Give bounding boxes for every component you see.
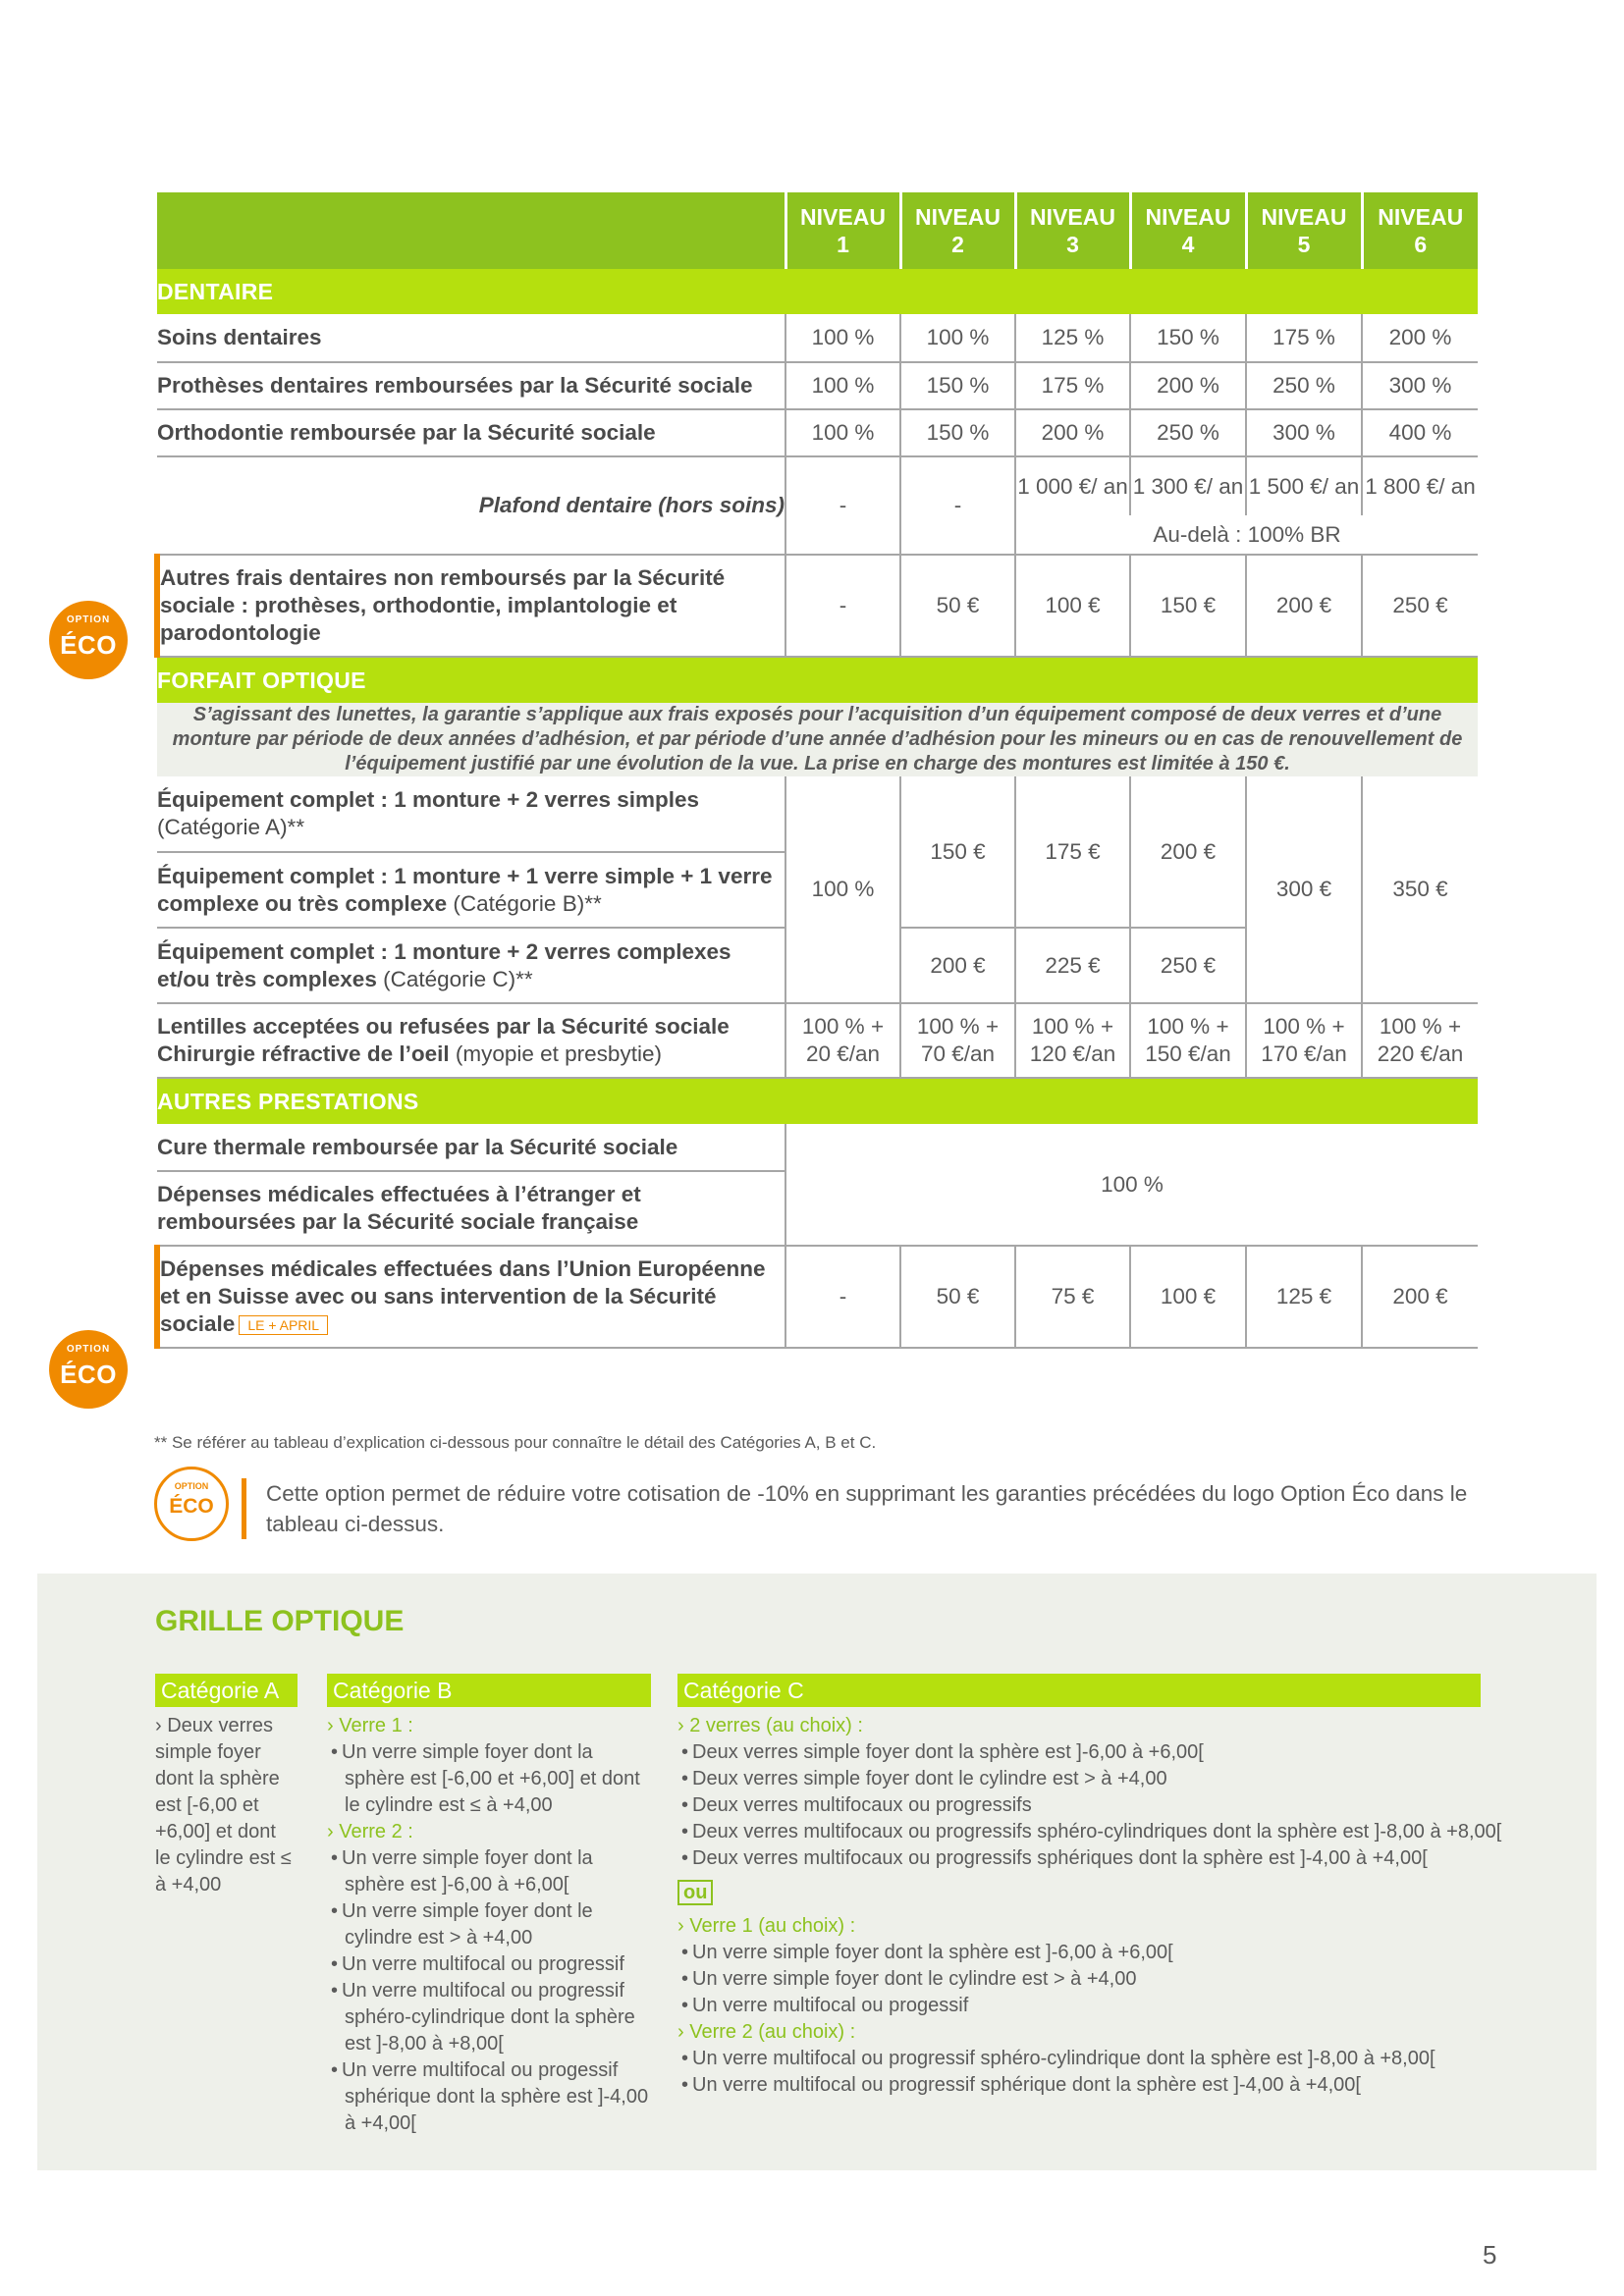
list-item: • Un verre simple foyer dont le cylindre est > à +4,00 (677, 1966, 1522, 1993)
cell-value: 300 € (1246, 776, 1362, 1003)
option-eco-badge: OPTION ÉCO (49, 1330, 128, 1409)
cell-value: 100 % (785, 362, 900, 409)
cell-value: 100 % + 220 €/an (1362, 1003, 1478, 1078)
ou-badge: ou (677, 1880, 713, 1905)
cell-value: 200 % (1130, 362, 1246, 409)
cell-value: 50 € (900, 1246, 1015, 1348)
list-item: • Un verre multifocal ou progressif sphéro-cylindrique dont la sphère est ]-8,00 à +8,00[ (677, 2046, 1522, 2072)
row-label: Équipement complet : 1 monture + 1 verre simple + 1 verre complexe ou très complexe (Catégorie B)** (157, 852, 785, 928)
list-item: • Un verre multifocal ou progessif (677, 1993, 1522, 2019)
header-niveau-5: NIVEAU 5 (1246, 192, 1362, 269)
cell-value: 125 % (1015, 314, 1130, 362)
cell-value: 250 % (1130, 409, 1246, 456)
cell-value: 200 % (1362, 314, 1478, 362)
table-row (157, 1124, 1478, 1171)
header-niveau-2: NIVEAU 2 (900, 192, 1015, 269)
cell-value: 200 € (1246, 555, 1362, 657)
cell-value: 225 € (1015, 928, 1130, 1003)
list-item: • Un verre simple foyer dont la sphère est ]-6,00 à +6,00[ (677, 1940, 1522, 1966)
page-number: 5 (1483, 2240, 1497, 2269)
optique-notice: S’agissant des lunettes, la garantie s’applique aux frais exposés pour l’acquisition d’un équipement composé de deux verres et d’une monture par période de deux années d’adhésion, et par période d’une année d’adhésion pour les mineurs ou en cas de renouvellement de l’équipement justifié par une évolution de la vue. La prise en charge des montures est limitée à 150 €. (157, 703, 1478, 776)
cell-value: 100 % + 120 €/an (1015, 1003, 1130, 1078)
list-item: • Un verre multifocal ou progressif (327, 1951, 651, 1978)
table-row (157, 1003, 1478, 1078)
le-plus-april-badge: LE + APRIL (239, 1315, 328, 1335)
table-row (157, 1246, 1478, 1348)
header-niveau-6: NIVEAU 6 (1362, 192, 1478, 269)
cell-value: 250 % (1246, 362, 1362, 409)
table-row (157, 555, 1478, 657)
table-row (157, 314, 1478, 362)
footnote: ** Se référer au tableau d’explication ci-dessous pour connaître le détail des Catégories A, B et C. (154, 1433, 877, 1452)
cell-value: 200 € (1130, 776, 1246, 928)
cell-value: - (900, 456, 1015, 555)
cell-value: 100 € (1130, 1246, 1246, 1348)
list-item: • Un verre multifocal ou progressif sphéro-cylindrique dont la sphère est ]-8,00 à +8,00[ (327, 1978, 651, 2057)
cell-value: 100 % + 20 €/an (785, 1003, 900, 1078)
list-item: • Deux verres multifocaux ou progressifs (677, 1792, 1522, 1819)
cell-value: 100 % (900, 314, 1015, 362)
grille-optique-panel (37, 1574, 1597, 2170)
cell-value: - (785, 456, 900, 555)
row-label: Dépenses médicales effectuées à l’étranger et remboursées par la Sécurité sociale française (157, 1171, 785, 1246)
cell-value: 175 € (1015, 776, 1130, 928)
header-blank (157, 192, 785, 269)
header-niveau-3: NIVEAU 3 (1015, 192, 1130, 269)
section-dentaire: DENTAIRE (157, 269, 1478, 314)
cell-value: - (785, 1246, 900, 1348)
list-item: • Deux verres multifocaux ou progressifs sphériques dont la sphère est ]-4,00 à +4,00[ (677, 1845, 1522, 1872)
row-label: Dépenses médicales effectuées dans l’Union Européenne et en Suisse avec ou sans intervention de la Sécurité sociale LE + APRIL (157, 1246, 785, 1348)
option-eco-note: Cette option permet de réduire votre cotisation de -10% en supprimant les garanties précédées du logo Option Éco dans le tableau ci-dessus. (242, 1478, 1503, 1539)
cell-value: 200 € (1362, 1246, 1478, 1348)
table-header-row (157, 192, 1478, 269)
plafond-beyond: Au-delà : 100% BR (1015, 515, 1478, 555)
row-label: Plafond dentaire (hors soins) (157, 456, 785, 555)
list-item: • Deux verres multifocaux ou progressifs sphéro-cylindriques dont la sphère est ]-8,00 à +8,00[ (677, 1819, 1522, 1845)
cell-value: 100 % (785, 1124, 1478, 1246)
cell-value: 350 € (1362, 776, 1478, 1003)
row-label: Équipement complet : 1 monture + 2 verres simples (Catégorie A)** (157, 776, 785, 852)
cell-value: 100 % + 150 €/an (1130, 1003, 1246, 1078)
category-a-text: › Deux verres simple foyer dont la sphère est [-6,00 et +6,00] et dont le cylindre est ≤ à +4,00 (155, 1715, 292, 1896)
section-autres-prestations: AUTRES PRESTATIONS (157, 1078, 1478, 1124)
cell-value: 300 % (1362, 362, 1478, 409)
cell-value: 400 % (1362, 409, 1478, 456)
grille-title: GRILLE OPTIQUE (155, 1605, 405, 1637)
cell-value: 150 % (1130, 314, 1246, 362)
cell-value: 150 € (1130, 555, 1246, 657)
row-label: Prothèses dentaires remboursées par la Sécurité sociale (157, 362, 785, 409)
cell-value: 200 % (1015, 409, 1130, 456)
header-niveau-1: NIVEAU 1 (785, 192, 900, 269)
list-item: • Un verre multifocal ou progessif sphérique dont la sphère est ]-4,00 à +4,00[ (327, 2057, 651, 2137)
option-eco-badge: OPTION ÉCO (49, 601, 128, 679)
cell-value: 50 € (900, 555, 1015, 657)
cell-value: 100 % + 70 €/an (900, 1003, 1015, 1078)
category-a-header: Catégorie A (155, 1674, 298, 1707)
cell-value: 200 € (900, 928, 1015, 1003)
cell-value: 175 % (1246, 314, 1362, 362)
guarantee-table (154, 192, 1478, 1349)
cell-value: 1 300 €/ an (1130, 456, 1246, 515)
row-label: Autres frais dentaires non remboursés par la Sécurité sociale : prothèses, orthodontie, implantologie et parodontologie (157, 555, 785, 657)
row-label: Lentilles acceptées ou refusées par la Sécurité sociale Chirurgie réfractive de l’oeil (myopie et presbytie) (157, 1003, 785, 1078)
cell-value: 1 000 €/ an (1015, 456, 1130, 515)
category-c-header: Catégorie C (677, 1674, 1481, 1707)
cell-value: 100 € (1015, 555, 1130, 657)
list-item: • Un verre simple foyer dont la sphère est ]-6,00 à +6,00[ (327, 1845, 651, 1898)
row-label: Orthodontie remboursée par la Sécurité sociale (157, 409, 785, 456)
cell-value: 1 500 €/ an (1246, 456, 1362, 515)
list-item: • Un verre simple foyer dont le cylindre est > à +4,00 (327, 1898, 651, 1951)
list-item: • Un verre simple foyer dont la sphère est [-6,00 et +6,00] et dont le cylindre est ≤ à +4,00 (327, 1739, 651, 1819)
cell-value: 100 % (785, 776, 900, 1003)
cell-value: 75 € (1015, 1246, 1130, 1348)
table-row (157, 776, 1478, 852)
cell-value: 150 € (900, 776, 1015, 928)
list-item: • Deux verres simple foyer dont le cylindre est > à +4,00 (677, 1766, 1522, 1792)
category-c-list: › 2 verres (au choix) : • Deux verres simple foyer dont la sphère est ]-6,00 à +6,00[ • Deux verres simple foyer dont le cylindre est > à +4,00 • Deux verres multifocaux ou progressifs • Deux verres multifocaux ou progressifs sphéro-cylindriques dont la sphère est ]-8,00 à +8,00[ • Deux verres multifocaux ou progressifs sphériques dont la sphère est ]-4,00 à +4,00[ ou › Verre 1 (au choix) : • Un verre simple foyer dont la sphère est ]-6,00 à +6,00[ • Un verre simple foyer dont le cylindre est > à +4,00 • Un verre multifocal ou progessif › Verre 2 (au choix) : • Un verre multifocal ou progressif sphéro-cylindrique dont la sphère est ]-8,00 à +8,00[ • Un verre multifocal ou progressif sphérique dont la sphère est ]-4,00 à +4,00[ (677, 1713, 1522, 2099)
row-label: Cure thermale remboursée par la Sécurité sociale (157, 1124, 785, 1171)
row-label: Équipement complet : 1 monture + 2 verres complexes et/ou très complexes (Catégorie C)** (157, 928, 785, 1003)
cell-value: 1 800 €/ an (1362, 456, 1478, 515)
list-item: • Deux verres simple foyer dont la sphère est ]-6,00 à +6,00[ (677, 1739, 1522, 1766)
cell-value: 100 % + 170 €/an (1246, 1003, 1362, 1078)
cell-value: 125 € (1246, 1246, 1362, 1348)
cell-value: 100 % (785, 409, 900, 456)
category-b-list: › Verre 1 : • Un verre simple foyer dont la sphère est [-6,00 et +6,00] et dont le cylindre est ≤ à +4,00 › Verre 2 : • Un verre simple foyer dont la sphère est ]-6,00 à +6,00[ • Un verre simple foyer dont le cylindre est > à +4,00 • Un verre multifocal ou progressif • Un verre multifocal ou progressif sphéro-cylindrique dont la sphère est ]-8,00 à +8,00[ • Un verre multifocal ou progessif sphérique dont la sphère est ]-4,00 à +4,00[ (327, 1713, 651, 2137)
table-row (157, 456, 1478, 515)
list-item: • Un verre multifocal ou progressif sphérique dont la sphère est ]-4,00 à +4,00[ (677, 2072, 1522, 2099)
cell-value: 175 % (1015, 362, 1130, 409)
cell-value: 150 % (900, 362, 1015, 409)
section-optique: FORFAIT OPTIQUE (157, 657, 1478, 703)
category-b-header: Catégorie B (327, 1674, 651, 1707)
table-row (157, 362, 1478, 409)
cell-value: 100 % (785, 314, 900, 362)
cell-value: 250 € (1130, 928, 1246, 1003)
header-niveau-4: NIVEAU 4 (1130, 192, 1246, 269)
cell-value: 300 % (1246, 409, 1362, 456)
option-eco-logo: OPTION ÉCO (154, 1467, 229, 1541)
row-label: Soins dentaires (157, 314, 785, 362)
table-row (157, 409, 1478, 456)
cell-value: 150 % (900, 409, 1015, 456)
cell-value: - (785, 555, 900, 657)
cell-value: 250 € (1362, 555, 1478, 657)
